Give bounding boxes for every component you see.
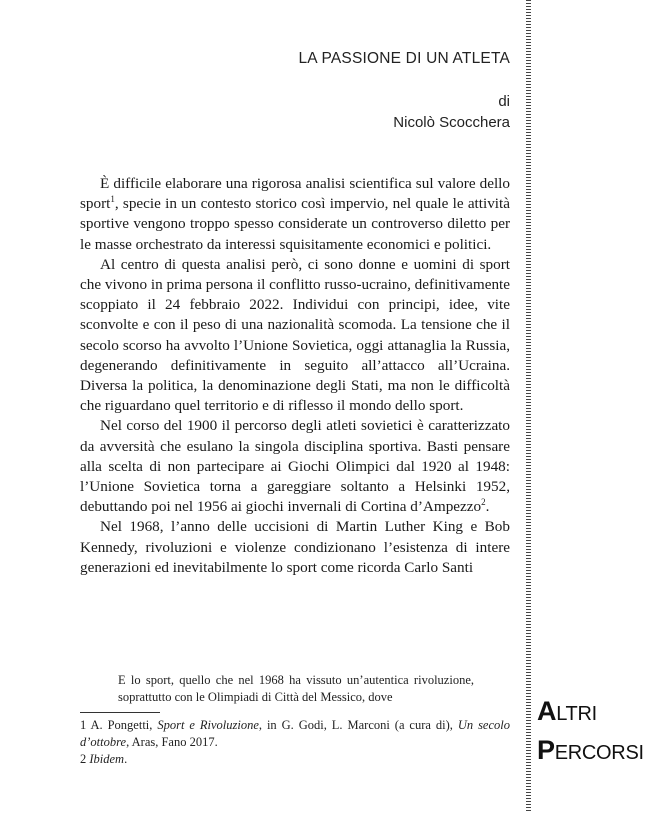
footnote-divider bbox=[80, 712, 160, 713]
footnote-1-article-title: Sport e Rivoluzione bbox=[157, 718, 259, 732]
paragraph-3-text-b: . bbox=[485, 498, 490, 516]
article-title: LA PASSIONE DI UN ATLETA bbox=[298, 50, 510, 67]
section-label-altri-initial: A bbox=[537, 696, 557, 726]
footnotes bbox=[80, 717, 510, 768]
paragraph-1-text-a: È difficile elaborare una rigorosa analisi scientifica sul valore dello sport bbox=[80, 175, 510, 213]
footnote-2-text-a: 2 bbox=[80, 752, 90, 766]
footnote-1-book-title: Un secolo d’ottobre bbox=[80, 718, 510, 749]
paragraph-3-text-a: Nel corso del 1900 il percorso degli atleti sovietici è caratterizzato da avversità che esulano la singola disciplina sportiva. Basti pensare alla scelta di non partecipare ai Giochi Olimpici dal 1920 al 1948: l’Unione Sovietica torna a gareggiare soltanto a Helsinki 1952, debuttando poi nel 1956 ai giochi invernali di Cortina d’Ampezzo bbox=[80, 417, 510, 516]
author-name: Nicolò Scocchera bbox=[393, 114, 510, 131]
paragraph-2: Al centro di questa analisi però, ci sono donne e uomini di sport che vivono in prima persona il conflitto russo-ucraino, definitivamente scoppiato il 24 febbraio 2022. Individui con principi, idee, vite sconvolte e con il peso di una nazionalità scomoda. La tensione che il secolo scorso ha avvolto l’Unione Sovietica, oggi attanaglia la Russia, degenerando definitivamente in seguito all’attacco all’Ucraina. Diversa la politica, la denominazione degli Stati, ma non le difficoltà che riguardano quel territorio e di riflesso il mondo dello sport. bbox=[80, 255, 510, 415]
footnote-2-ibidem: Ibidem bbox=[89, 752, 125, 766]
section-label-altri bbox=[537, 696, 597, 727]
footnote-ref-2: 2 bbox=[481, 497, 486, 508]
footnote-ref-1: 1 bbox=[110, 194, 115, 205]
paragraph-4: Nel 1968, l’anno delle uccisioni di Martin Luther King e Bob Kennedy, rivoluzioni e violenze condizionano l’esistenza di intere generazioni ed inevitabilmente lo sport come ricorda Carlo Santi bbox=[80, 518, 510, 576]
footnote-1-text-c: , Aras, Fano 2017. bbox=[126, 735, 218, 749]
section-label-percorsi-initial: P bbox=[537, 735, 555, 765]
section-label-percorsi bbox=[537, 735, 644, 766]
block-quote: E lo sport, quello che nel 1968 ha vissuto un’autentica rivoluzione, soprattutto con le Olimpiadi di Città del Messico, dove bbox=[118, 673, 474, 704]
section-label-percorsi-rest: ERCORSI bbox=[554, 742, 644, 764]
footnote-1-text-b: , in G. Godi, L. Marconi (a cura di), bbox=[258, 718, 458, 732]
paragraph-1 bbox=[80, 174, 510, 255]
footnote-2 bbox=[80, 751, 510, 768]
article-body bbox=[80, 174, 510, 578]
byline-di: di bbox=[498, 93, 510, 110]
footnote-1 bbox=[80, 717, 510, 751]
paragraph-3 bbox=[80, 416, 510, 517]
paragraph-1-text-b: , specie in un contesto storico così impervio, nel quale le attività sportive vengono troppo spesso considerate un controverso diletto per le masse orchestrato da interessi squisitamente economici e politici. bbox=[80, 195, 510, 253]
footnote-1-text-a: 1 A. Pongetti, bbox=[80, 718, 158, 732]
footnote-2-text-b: . bbox=[124, 752, 128, 766]
side-hatched-bar bbox=[526, 0, 531, 813]
section-label-altri-rest: LTRI bbox=[556, 703, 597, 725]
